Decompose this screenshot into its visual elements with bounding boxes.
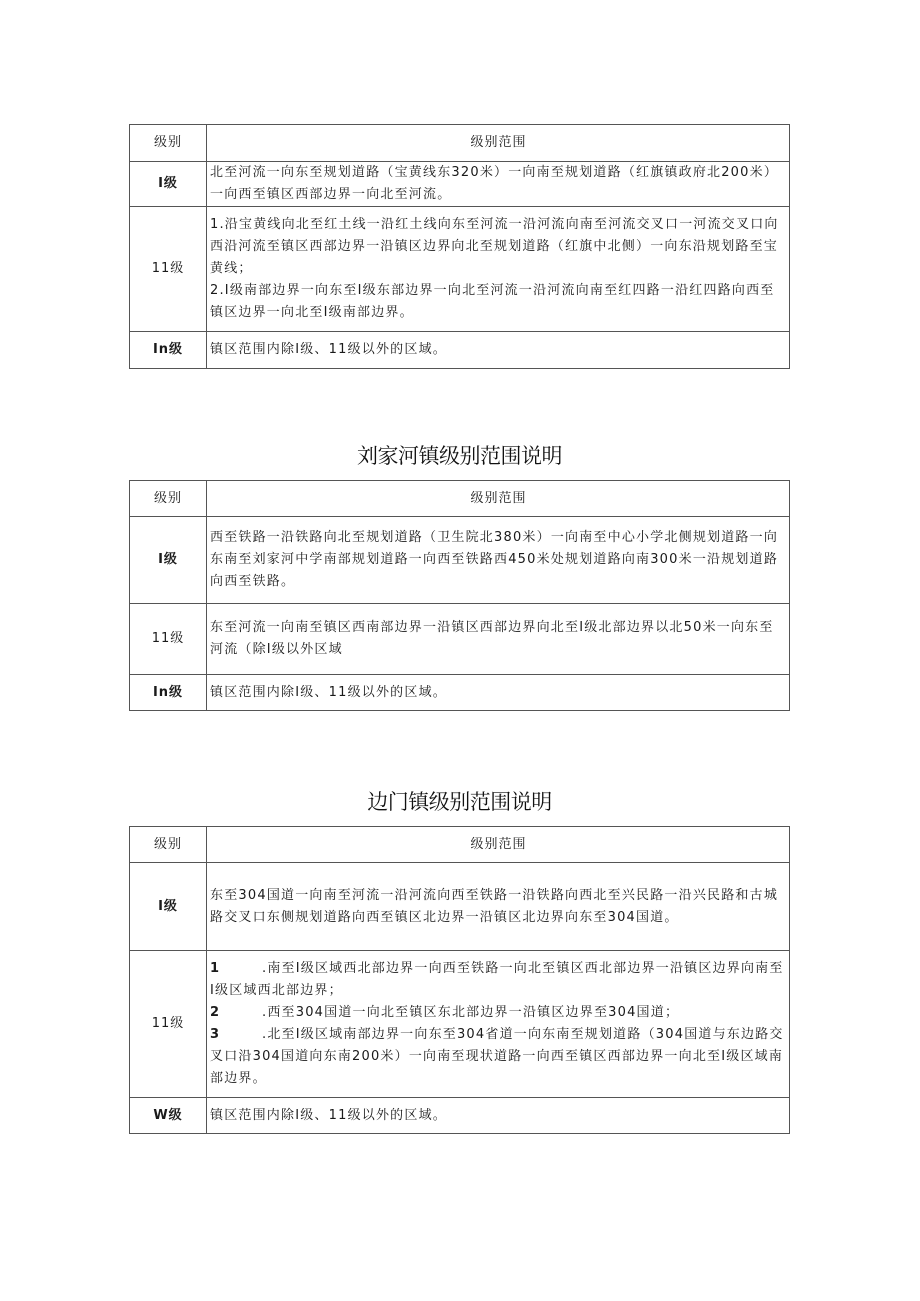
row-level: 11级 xyxy=(130,604,207,675)
row-level: 11级 xyxy=(130,207,207,332)
item-number: 2 xyxy=(210,1005,221,1020)
range-text: 镇区范围内除I级、11级以外的区域。 xyxy=(210,342,447,357)
header-level: 级别 xyxy=(130,827,207,863)
row-level: I级 xyxy=(130,162,207,207)
header-level: 级别 xyxy=(130,481,207,517)
item-number: 3 xyxy=(210,1027,221,1042)
item-number: 1 xyxy=(210,961,221,976)
row-level: W级 xyxy=(130,1098,207,1134)
range-text: 镇区范围内除I级、11级以外的区域。 xyxy=(210,684,447,700)
header-range: 级别范围 xyxy=(207,125,790,162)
list-item xyxy=(210,958,787,1002)
row-level: In级 xyxy=(130,332,207,369)
header-range: 级别范围 xyxy=(207,827,790,863)
table-row xyxy=(130,517,790,604)
row-range xyxy=(207,517,790,604)
grade-table-2 xyxy=(129,480,790,711)
table-row xyxy=(130,951,790,1098)
table-row xyxy=(130,675,790,711)
range-text: 西至铁路一沿铁路向北至规划道路（卫生院北380米）一向南至中心小学北侧规划道路一向东南至刘家河中学南部规划道路一向西至铁路西450米处规划道路向南300米一沿规划道路向西至铁路。 xyxy=(210,530,779,589)
row-range xyxy=(207,863,790,951)
list-item xyxy=(210,1002,787,1024)
range-text: 镇区范围内除I级、11级以外的区域。 xyxy=(210,1107,447,1123)
table-row xyxy=(130,332,790,369)
section-title: 刘家河镇级别范围说明 xyxy=(357,444,562,468)
row-level: In级 xyxy=(130,675,207,711)
table-header-row xyxy=(130,827,790,863)
row-range xyxy=(207,162,790,207)
table-row xyxy=(130,1098,790,1134)
header-level: 级别 xyxy=(130,125,207,162)
row-range xyxy=(207,332,790,369)
item-text: .南至I级区域西北部边界一向西至铁路一向北至镇区西北部边界一沿镇区边界向南至I级区域西北部边界； xyxy=(210,961,784,998)
range-text: 东至河流一向南至镇区西南部边界一沿镇区西部边界向北至I级北部边界以北50米一向东至河流（除I级以外区域 xyxy=(210,620,774,657)
item-text: .西至304国道一向北至镇区东北部边界一沿镇区边界至304国道； xyxy=(262,1005,680,1020)
row-range xyxy=(207,604,790,675)
range-text: 1.沿宝黄线向北至红土线一沿红土线向东至河流一沿河流向南至河流交叉口一河流交叉口向西沿河流至镇区西部边界一沿镇区边界向北至规划道路（红旗中北侧）一向东沿规划路至宝黄线； xyxy=(210,217,779,276)
table-row xyxy=(130,604,790,675)
table-row xyxy=(130,162,790,207)
range-text: 北至河流一向东至规划道路（宝黄线东320米）一向南至规划道路（红旗镇政府北200米）一向西至镇区西部边界一向北至河流。 xyxy=(210,165,779,202)
grade-table-3 xyxy=(129,826,790,1134)
table-row xyxy=(130,863,790,951)
item-text: .北至I级区域南部边界一向东至304省道一向东南至规划道路（304国道与东边路交叉口沿304国道向东南200米）一向南至现状道路一向西至镇区西部边界一向北至I级区域南部边界。 xyxy=(210,1027,784,1086)
section-title: 边门镇级别范围说明 xyxy=(367,790,552,814)
range-text: 东至304国道一向南至河流一沿河流向西至铁路一沿铁路向西北至兴民路一沿兴民路和古城路交叉口东侧规划道路向西至镇区北边界一沿镇区北边界向东至304国道。 xyxy=(210,887,779,925)
table-row xyxy=(130,207,790,332)
list-item xyxy=(210,1024,787,1090)
row-range xyxy=(207,951,790,1098)
row-level: I级 xyxy=(130,863,207,951)
row-level: I级 xyxy=(130,517,207,604)
range-text: 2.I级南部边界一向东至I级东部边界一向北至河流一沿河流向南至红四路一沿红四路向西至镇区边界一向北至I级南部边界。 xyxy=(210,283,775,320)
row-level: 11级 xyxy=(130,951,207,1098)
row-range xyxy=(207,207,790,332)
table-header-row xyxy=(130,125,790,162)
row-range xyxy=(207,1098,790,1134)
header-range: 级别范围 xyxy=(207,481,790,517)
table-header-row xyxy=(130,481,790,517)
grade-table-1 xyxy=(129,124,790,369)
row-range xyxy=(207,675,790,711)
